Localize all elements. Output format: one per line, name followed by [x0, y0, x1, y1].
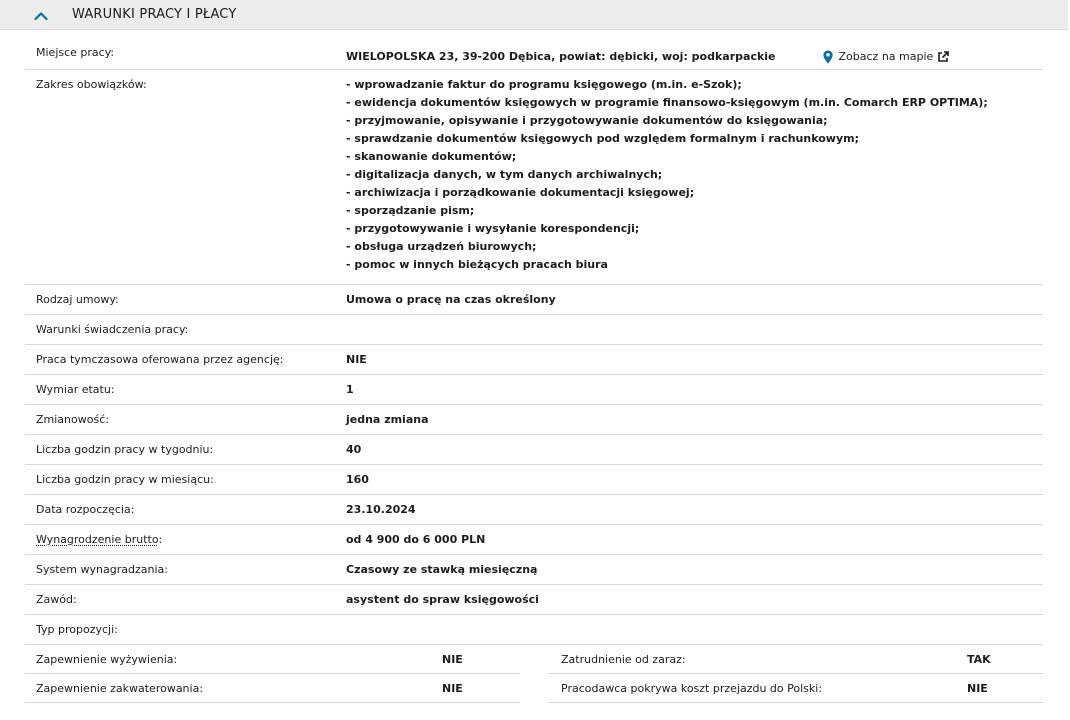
- contract-label: Rodzaj umowy:: [36, 292, 119, 306]
- start-date-label: Data rozpoczęcia:: [36, 502, 135, 516]
- salary-label-colon: :: [158, 532, 163, 546]
- duty-item: - sprawdzanie dokumentów księgowych pod względem formalnym i rachunkowym;: [346, 132, 859, 145]
- travel-value: NIE: [967, 681, 988, 695]
- travel-label: Pracodawca pokrywa koszt przejazdu do Polski:: [561, 681, 823, 695]
- external-link-icon: [937, 51, 949, 63]
- duties-value: [346, 76, 1043, 276]
- housing-label: Zapewnienie zakwaterowania:: [36, 681, 204, 695]
- row-profession: [25, 585, 1043, 615]
- duty-item: - przygotowywanie i wysyłanie korespondencji;: [346, 222, 640, 235]
- duty-item: - archiwizacja i porządkowanie dokumentacji księgowej;: [346, 186, 695, 199]
- duty-item: - pomoc w innych bieżących pracach biura: [346, 258, 608, 271]
- meals-value: NIE: [442, 652, 463, 666]
- fte-label: Wymiar etatu:: [36, 382, 115, 396]
- contract-value: Umowa o pracę na czas określony: [346, 292, 556, 306]
- section-header[interactable]: [0, 0, 1068, 30]
- duty-item: - digitalizacja danych, w tym danych archiwalnych;: [346, 168, 663, 181]
- salary-value: od 4 900 do 6 000 PLN: [346, 532, 486, 546]
- duty-item: - skanowanie dokumentów;: [346, 150, 517, 163]
- duty-item: - sporządzanie pism;: [346, 204, 475, 217]
- section-title: WARUNKI PRACY I PŁACY: [72, 7, 237, 22]
- fte-value: 1: [346, 382, 354, 396]
- hours-week-label: Liczba godzin pracy w tygodniu:: [36, 442, 214, 456]
- pair-travel: [548, 674, 1043, 703]
- row-offer-type: [25, 615, 1043, 645]
- immediate-label: Zatrudnienie od zaraz:: [561, 652, 686, 666]
- row-salary: [25, 525, 1043, 555]
- salary-label: [25, 531, 346, 549]
- map-link[interactable]: [822, 48, 950, 66]
- immediate-value: TAK: [967, 652, 991, 666]
- hours-month-label: Liczba godzin pracy w miesiącu:: [36, 472, 214, 486]
- row-contract: [25, 285, 1043, 315]
- housing-value: NIE: [442, 681, 463, 695]
- row-location: [25, 38, 1043, 70]
- row-hours-month: [25, 465, 1043, 495]
- location-address: WIELOPOLSKA 23, 39-200 Dębica, powiat: dębicki, woj: podkarpackie: [346, 50, 776, 63]
- row-pay-system: [25, 555, 1043, 585]
- duty-item: - przyjmowanie, opisywanie i przygotowywanie dokumentów do księgowania;: [346, 114, 828, 127]
- hours-week-value: 40: [346, 442, 362, 456]
- row-shifts: [25, 405, 1043, 435]
- profession-value: asystent do spraw księgowości: [346, 592, 539, 606]
- hours-month-value: 160: [346, 472, 369, 486]
- agency-value: NIE: [346, 352, 367, 366]
- offer-type-label: Typ propozycji:: [36, 622, 118, 636]
- pair-immediate: [548, 645, 1043, 674]
- pair-row-2: [25, 674, 1043, 703]
- meals-label: Zapewnienie wyżywienia:: [36, 652, 178, 666]
- agency-label: Praca tymczasowa oferowana przez agencję:: [36, 352, 284, 366]
- row-conditions: [25, 315, 1043, 345]
- pay-system-value: Czasowy ze stawką miesięczną: [346, 562, 538, 576]
- salary-tooltip-term[interactable]: Wynagrodzenie brutto: [36, 532, 159, 546]
- profession-label: Zawód:: [36, 592, 77, 606]
- row-start-date: [25, 495, 1043, 525]
- map-pin-icon: [822, 50, 834, 64]
- map-link-label[interactable]: Zobacz na mapie: [838, 50, 934, 63]
- duties-label: Zakres obowiązków:: [36, 78, 147, 91]
- details-table: [25, 38, 1043, 703]
- location-label: Miejsce pracy:: [36, 46, 115, 59]
- row-hours-week: [25, 435, 1043, 465]
- pair-row-1: [25, 645, 1043, 674]
- duty-item: - wprowadzanie faktur do programu księgowego (m.in. e-Szok);: [346, 78, 742, 91]
- shifts-label: Zmianowość:: [36, 412, 109, 426]
- location-value: [346, 44, 1043, 66]
- row-agency: [25, 345, 1043, 375]
- pair-housing: [25, 674, 520, 703]
- duties-list: [346, 76, 1043, 274]
- start-date-value: 23.10.2024: [346, 502, 416, 516]
- shifts-value: jedna zmiana: [346, 412, 429, 426]
- duty-item: - obsługa urządzeń biurowych;: [346, 240, 537, 253]
- pay-system-label: System wynagradzania:: [36, 562, 168, 576]
- conditions-label: Warunki świadczenia pracy:: [36, 322, 189, 336]
- row-duties: [25, 70, 1043, 285]
- duty-item: - ewidencja dokumentów księgowych w programie finansowo-księgowym (m.in. Comarch ERP OPTIMA);: [346, 96, 988, 109]
- chevron-up-icon[interactable]: [34, 9, 48, 23]
- row-fte: [25, 375, 1043, 405]
- pair-meals: [25, 645, 520, 674]
